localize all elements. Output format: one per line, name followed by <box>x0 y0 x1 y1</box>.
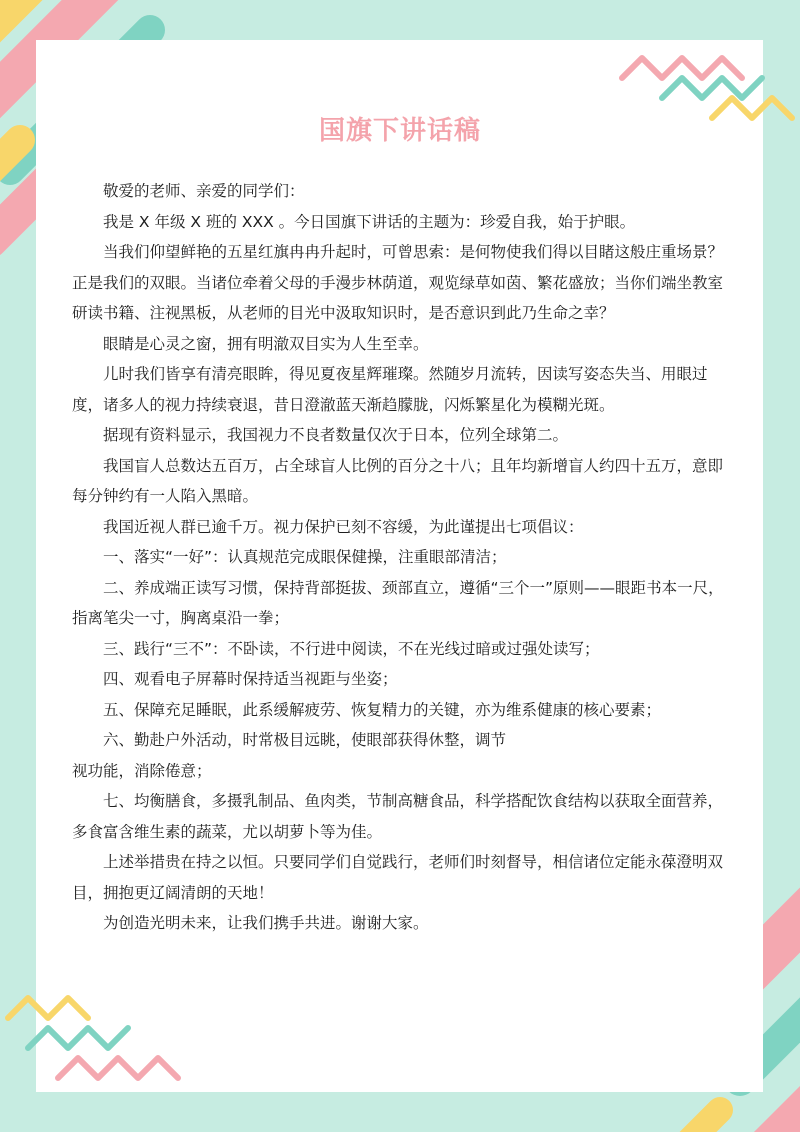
paragraph: 据现有资料显示，我国视力不良者数量仅次于日本，位列全球第二。 <box>103 426 569 444</box>
proposal-item: 四、观看电子屏幕时保持适当视距与坐姿； <box>103 670 398 688</box>
greeting-paragraph: 敬爱的老师、亲爱的同学们： <box>103 182 305 200</box>
closing-paragraph: 为创造光明未来，让我们携手共进。谢谢大家。 <box>103 914 429 932</box>
zigzag-bottom-left-pink <box>58 1058 178 1078</box>
proposal-item: 三、践行“三不”：不卧读，不行进中阅读，不在光线过暗或过强处读写； <box>103 639 600 658</box>
proposal-item: 五、保障充足睡眠，此系缓解疲劳、恢复精力的关键，亦为维系健康的核心要素； <box>103 700 662 719</box>
zigzag-top-right-teal <box>662 78 762 98</box>
proposal-item: 七、均衡膳食，多摄乳制品、鱼肉类，节制高糖食品，科学搭配饮食结构以获取全面营养，多食富含维生素的蔬菜，尤以胡萝卜等为佳。 <box>72 792 724 841</box>
paragraph: 眼睛是心灵之窗，拥有明澈双目实为人生至幸。 <box>103 334 429 353</box>
paragraph: 儿时我们皆享有清亮眼眸，得见夏夜星辉璀璨。然随岁月流转，因读写姿态失当、用眼过度，诸多人的视力持续衰退，昔日澄澈蓝天渐趋朦胧，闪烁繁星化为模糊光斑。 <box>72 365 708 414</box>
paragraph: 我是 X 年级 X 班的 XXX 。今日国旗下讲话的主题为：珍爱自我，始于护眼。 <box>103 212 636 231</box>
zigzag-bottom-left-yellow <box>8 998 88 1018</box>
paragraph: 我国盲人总数达五百万，占全球盲人比例的百分之十八；且年均新增盲人约四十五万，意即每分钟约有一人陷入黑暗。 <box>72 456 724 505</box>
speech-body <box>72 176 732 939</box>
zigzag-bottom-left-teal <box>28 1028 128 1048</box>
proposal-item: 六、勤赴户外活动，时常极目远眺，使眼部获得休整，调节 <box>103 731 507 749</box>
paragraph: 当我们仰望鲜艳的五星红旗冉冉升起时，可曾思索：是何物使我们得以目睹这般庄重场景？正是我们的双眼。当诸位牵着父母的手漫步林荫道，观览绿草如茵、繁花盛放；当你们端坐教室研读书籍、注视黑板，从老师的目光中汲取知识时，是否意识到此乃生命之幸？ <box>72 243 724 322</box>
proposal-item: 一、落实“一好”：认真规范完成眼保健操，注重眼部清洁； <box>103 548 507 566</box>
paragraph: 上述举措贵在持之以恒。只要同学们自觉践行，老师们时刻督导，相信诸位定能永葆澄明双目，拥抱更辽阔清朗的天地！ <box>72 853 724 902</box>
proposal-item-continuation: 视功能，消除倦意； <box>72 761 212 780</box>
proposal-item: 二、养成端正读写习惯，保持背部挺拔、颈部直立，遵循“三个一”原则——眼距书本一尺，指离笔尖一寸，胸离桌沿一拳； <box>72 578 724 627</box>
paragraph: 我国近视人群已逾千万。视力保护已刻不容缓，为此谨提出七项倡议： <box>103 517 584 536</box>
document-title: 国旗下讲话稿 <box>318 116 481 146</box>
